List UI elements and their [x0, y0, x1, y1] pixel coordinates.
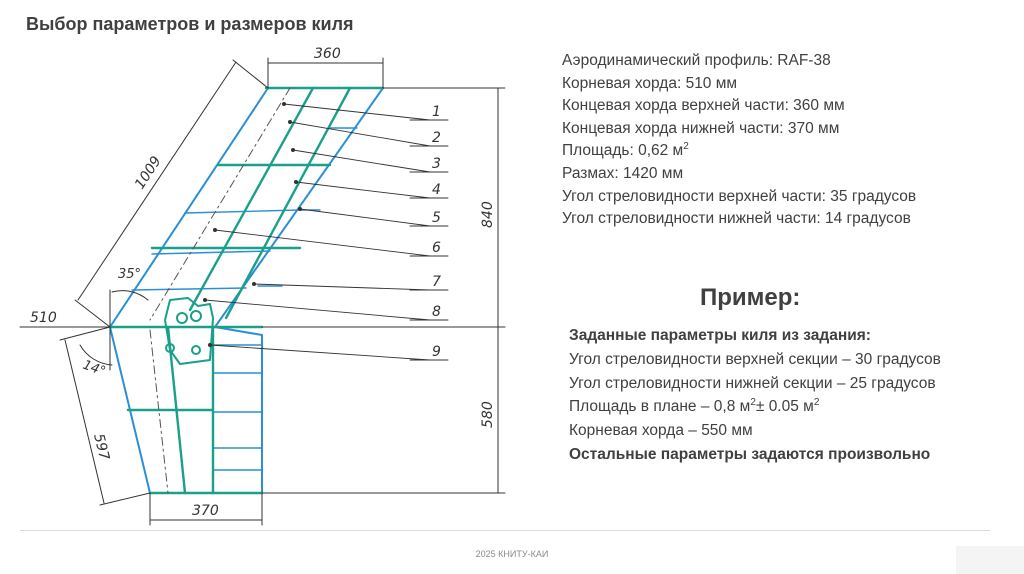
- dim-lower-span: 597: [90, 432, 113, 462]
- dim-lower-height: 580: [480, 401, 496, 428]
- callout-6: 6: [432, 240, 441, 256]
- param-profile: Аэродинамический профиль: RAF-38: [562, 52, 831, 69]
- example-block: [569, 324, 941, 467]
- param-area-sup: 2: [683, 141, 689, 153]
- parameters-list: [562, 50, 916, 231]
- corner-box: [956, 546, 1024, 574]
- example-area-middle: ± 0.05 м: [755, 398, 814, 416]
- footer-text: 2025 КНИТУ-КАИ: [475, 549, 549, 559]
- example-line-4: Корневая хорда – 550 мм: [569, 422, 753, 440]
- lower-spars: [128, 327, 262, 493]
- param-lower-sweep: Угол стреловидности нижней части: 14 градусов: [562, 210, 911, 228]
- callout-8: 8: [432, 304, 441, 320]
- dim-lower-angle: 14°: [80, 357, 108, 380]
- dim-root: 510: [30, 310, 57, 326]
- param-upper-tip-chord: Концевая хорда верхней части: 360 мм: [562, 97, 845, 115]
- dim-upper-height: 840: [480, 201, 496, 228]
- dim-upper-span: 1009: [131, 153, 165, 193]
- upper-ribs: [132, 128, 357, 290]
- example-line-1: Угол стреловидности верхней секции – 30 градусов: [569, 350, 941, 368]
- param-root-chord: Корневая хорда: 510 мм: [562, 74, 738, 92]
- callout-leaders: [205, 104, 448, 360]
- example-area-prefix: Площадь в плане – 0,8 м: [569, 398, 751, 416]
- example-area: [569, 395, 941, 419]
- param-area-text: Площадь: 0,62 м: [562, 142, 684, 160]
- upper-spars: [110, 88, 383, 327]
- callout-1: 1: [432, 104, 441, 120]
- dim-bottom-chord: 370: [192, 503, 219, 519]
- root-fitting: [165, 298, 213, 364]
- callout-3: 3: [432, 156, 441, 172]
- param-area: [562, 140, 916, 163]
- page-title: Выбор параметров и размеров киля: [26, 14, 354, 34]
- param-upper-sweep: Угол стреловидности верхней части: 35 градусов: [562, 187, 917, 205]
- fin-drawing: [0, 36, 540, 526]
- footer-divider: [20, 530, 990, 531]
- callout-2: 2: [432, 130, 441, 146]
- callout-9: 9: [432, 344, 441, 360]
- example-area-sup-1: 2: [750, 397, 756, 409]
- param-lower-tip-chord: Концевая хорда нижней части: 370 мм: [562, 119, 840, 137]
- callout-4: 4: [432, 182, 441, 198]
- example-subheading: Заданные параметры киля из задания:: [569, 327, 871, 344]
- callout-7: 7: [432, 274, 441, 290]
- example-line-5: Остальные параметры задаются произвольно: [569, 445, 931, 463]
- centerlines: [150, 88, 290, 493]
- dim-upper-angle: 35°: [118, 267, 142, 282]
- example-line-2: Угол стреловидности нижней секции – 25 градусов: [569, 374, 936, 392]
- example-heading: Пример:: [700, 284, 801, 311]
- dim-top-chord: 360: [314, 46, 341, 62]
- param-span: Размах: 1420 мм: [562, 164, 684, 182]
- example-area-sup-2: 2: [813, 397, 820, 409]
- callout-5: 5: [432, 210, 441, 226]
